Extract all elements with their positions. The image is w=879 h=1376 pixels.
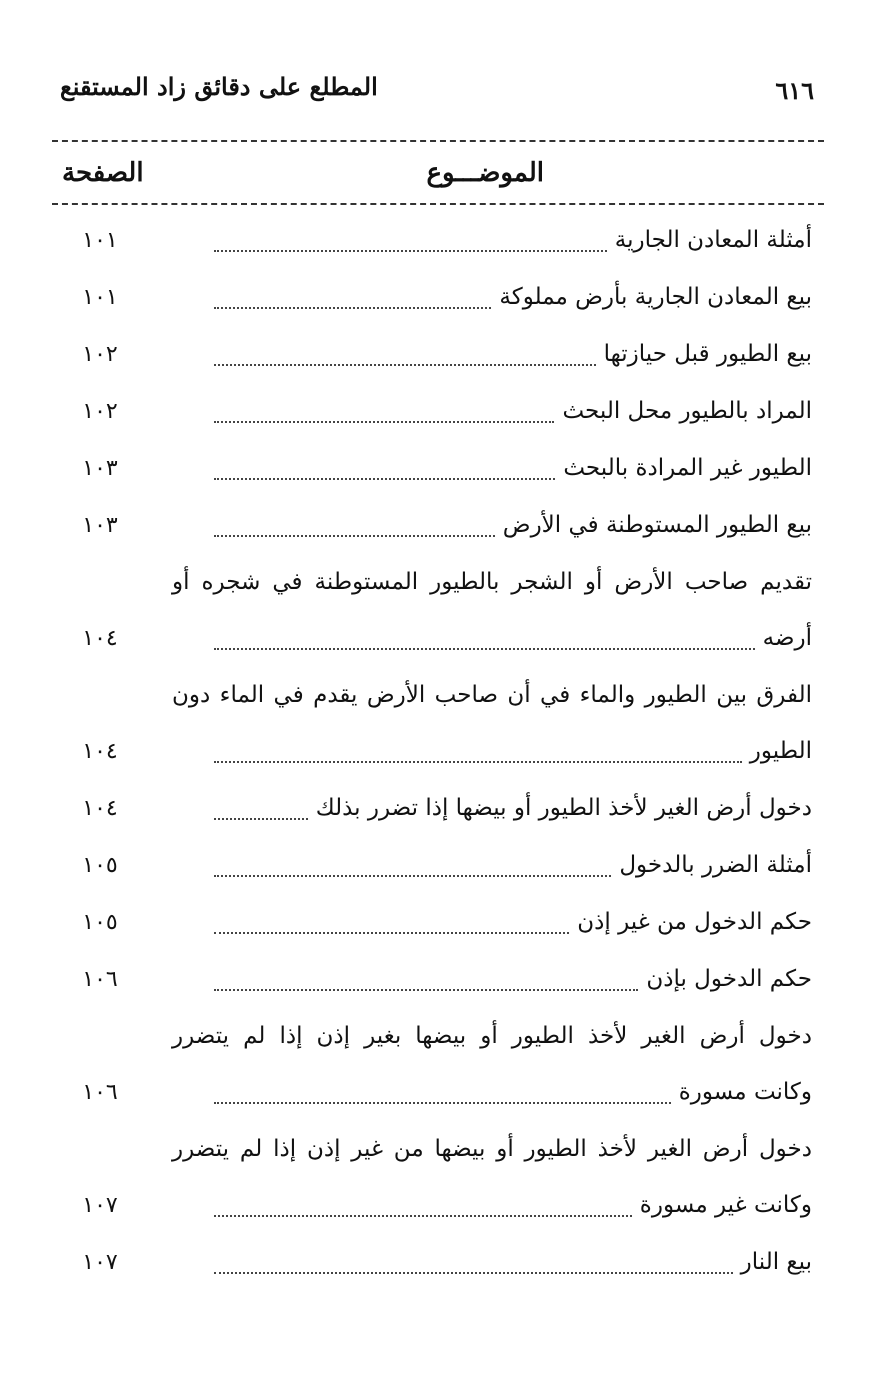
dot-leader <box>214 364 596 366</box>
toc-entry-page-number: ١٠١ <box>82 228 118 253</box>
toc-entry-page-number: ١٠٢ <box>82 399 118 424</box>
toc-entry-title-line: تقديم صاحب الأرض أو الشجر بالطيور المستوطنة في شجره أو <box>172 569 812 595</box>
toc-entry <box>60 497 812 554</box>
toc-entry-page-number: ١٠١ <box>82 285 118 310</box>
toc-entry-row <box>60 951 812 1008</box>
toc-entry-title: الطيور <box>749 738 812 764</box>
book-title: المطلع على دقائق زاد المستقنع <box>60 72 378 101</box>
toc-entry-row <box>60 894 812 951</box>
toc-entry-row <box>60 269 812 326</box>
toc-entry-page-number: ١٠٣ <box>82 456 118 481</box>
toc-entry-title-line: الفرق بين الطيور والماء في أن صاحب الأرض يقدم في الماء دون <box>172 682 812 708</box>
toc-entry-row <box>60 1234 812 1291</box>
dot-leader <box>214 932 569 934</box>
toc-entry-title: وكانت غير مسورة <box>639 1192 812 1218</box>
toc-entry-title: وكانت مسورة <box>678 1079 812 1105</box>
dot-leader <box>214 648 755 650</box>
toc-entry <box>60 1121 812 1234</box>
toc-entry <box>60 383 812 440</box>
toc-entry-title-line: دخول أرض الغير لأخذ الطيور أو بيضها من غير إذن إذا لم يتضرر <box>172 1136 812 1162</box>
dot-leader <box>214 535 495 537</box>
toc-entry-row <box>60 383 812 440</box>
toc-entry-title-line: دخول أرض الغير لأخذ الطيور أو بيضها بغير إذن إذا لم يتضرر <box>172 1023 812 1049</box>
toc-entry-title: المراد بالطيور محل البحث <box>562 398 812 424</box>
toc-entry-page-number: ١٠٧ <box>82 1193 118 1218</box>
running-header <box>52 70 822 110</box>
dot-leader <box>214 478 555 480</box>
dot-leader <box>214 421 554 423</box>
toc-entry-page-number: ١٠٥ <box>82 910 118 935</box>
toc-entry-title: أمثلة المعادن الجارية <box>614 227 812 253</box>
toc-entry-title: حكم الدخول من غير إذن <box>577 909 812 935</box>
toc-entry <box>60 440 812 497</box>
toc-entry-title: أرضه <box>762 625 812 651</box>
toc-entry-title: دخول أرض الغير لأخذ الطيور أو بيضها إذا تضرر بذلك <box>315 795 812 821</box>
toc-entry <box>60 1008 812 1121</box>
toc-entry-page-number: ١٠٧ <box>82 1250 118 1275</box>
toc-entry <box>60 894 812 951</box>
toc-entry <box>60 326 812 383</box>
toc-entry-row <box>60 440 812 497</box>
dot-leader <box>214 989 638 991</box>
toc-entry-page-number: ١٠٦ <box>82 1080 118 1105</box>
toc-entry-page-number: ١٠٦ <box>82 967 118 992</box>
toc-entry-row <box>60 723 812 780</box>
toc-entry-page-number: ١٠٤ <box>82 739 118 764</box>
toc-entry-row <box>60 497 812 554</box>
toc-entry <box>60 837 812 894</box>
toc-entry <box>60 780 812 837</box>
toc-entry-row <box>60 1177 812 1234</box>
toc-entry-title: بيع الطيور المستوطنة في الأرض <box>502 512 812 538</box>
column-header-divider <box>52 203 824 205</box>
toc-entry-row <box>60 610 812 667</box>
toc-entry-row <box>60 212 812 269</box>
toc-entry <box>60 212 812 269</box>
topic-column-header: الموضـــوع <box>426 158 544 188</box>
toc-entry-title: حكم الدخول بإذن <box>646 966 812 992</box>
toc-entry-title: بيع الطيور قبل حيازتها <box>603 341 812 367</box>
header-divider <box>52 140 824 142</box>
toc-entry-page-number: ١٠٤ <box>82 626 118 651</box>
toc-entry-page-number: ١٠٣ <box>82 513 118 538</box>
toc-entry <box>60 667 812 780</box>
toc-entry <box>60 951 812 1008</box>
toc-entry <box>60 554 812 667</box>
dot-leader <box>214 307 491 309</box>
dot-leader <box>214 1272 733 1274</box>
dot-leader <box>214 761 742 763</box>
toc-entry <box>60 1234 812 1291</box>
toc-entry <box>60 269 812 326</box>
toc-entry-page-number: ١٠٥ <box>82 853 118 878</box>
column-headers <box>52 158 824 198</box>
toc-entry-row <box>60 837 812 894</box>
toc-entry-title: بيع المعادن الجارية بأرض مملوكة <box>499 284 812 310</box>
toc-entry-title: بيع النار <box>740 1249 812 1275</box>
table-of-contents <box>60 212 812 1291</box>
toc-entry-title: أمثلة الضرر بالدخول <box>619 852 812 878</box>
toc-entry-page-number: ١٠٢ <box>82 342 118 367</box>
dot-leader <box>214 875 611 877</box>
page-number: ٦١٦ <box>775 76 814 105</box>
dot-leader <box>214 1215 632 1217</box>
dot-leader <box>214 1102 671 1104</box>
toc-entry-row <box>60 1064 812 1121</box>
toc-entry-title: الطيور غير المرادة بالبحث <box>563 455 812 481</box>
toc-entry-row <box>60 780 812 837</box>
toc-entry-row <box>60 326 812 383</box>
page-column-header: الصفحة <box>62 158 144 188</box>
toc-entry-page-number: ١٠٤ <box>82 796 118 821</box>
dot-leader <box>214 250 607 252</box>
dot-leader <box>214 818 308 820</box>
